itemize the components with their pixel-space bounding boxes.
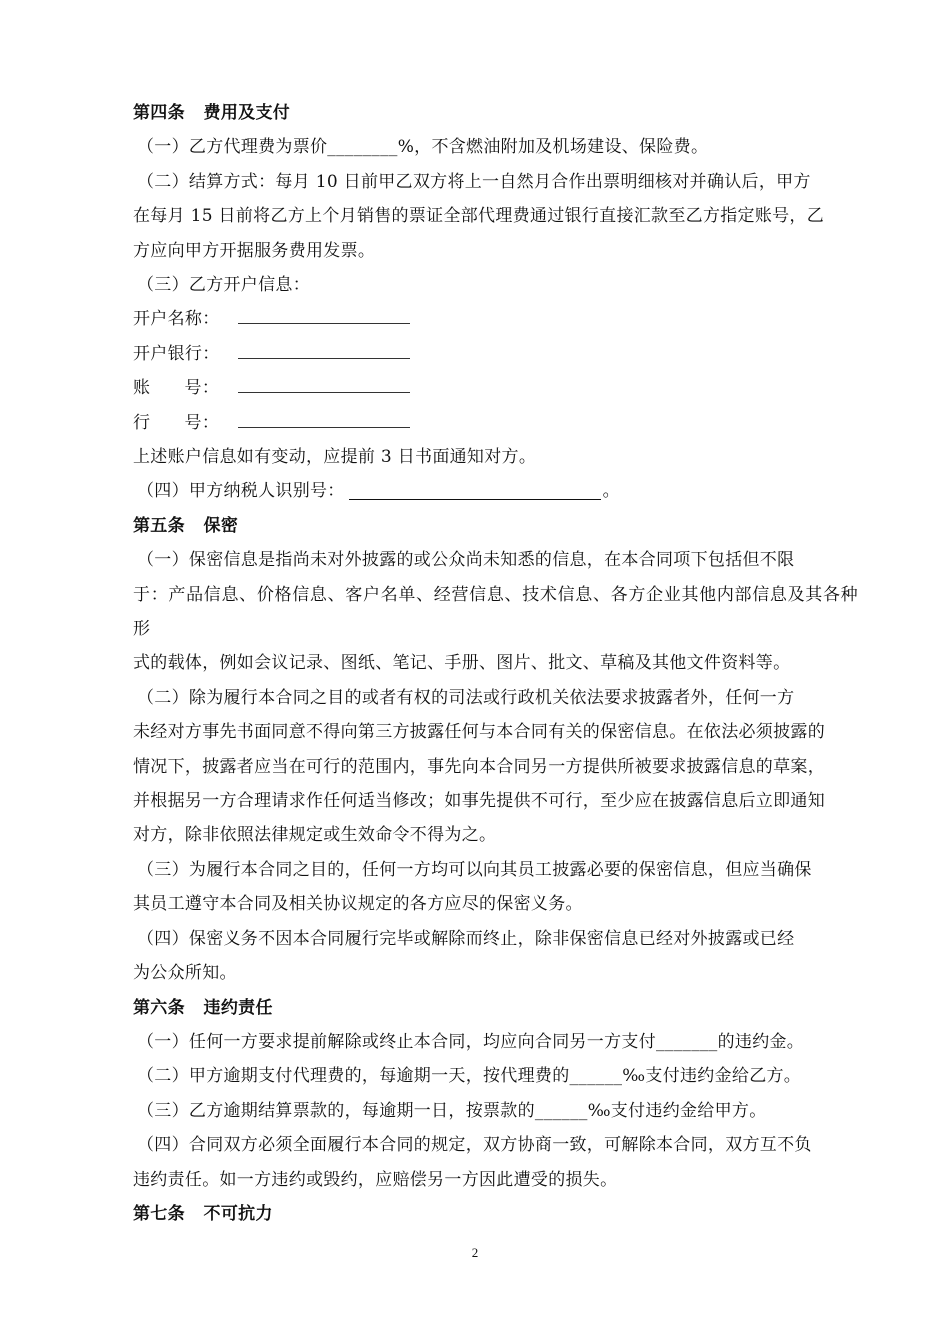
- account-change-notice: 上述账户信息如有变动，应提前 3 日书面通知对方。: [133, 447, 537, 467]
- section-4-heading: 第四条 费用及支付: [133, 103, 291, 123]
- section-6-clause-2: （二）甲方逾期支付代理费的，每逾期一天，按代理费的______‰支付违约金给乙方。: [137, 1066, 802, 1087]
- account-name-label: 开户名称：: [133, 309, 220, 330]
- section-5-clause-4-line-2: 为公众所知。: [133, 963, 237, 984]
- bank-code-row: [133, 406, 858, 440]
- section-4-clause-1: （一）乙方代理费为票价________%，不含燃油附加及机场建设、保险费。: [137, 137, 709, 158]
- account-number-row: [133, 371, 858, 405]
- section-4-clause-3: （三）乙方开户信息：: [137, 275, 310, 296]
- account-bank-label: 开户银行：: [133, 343, 220, 364]
- bank-code-label: 行 号：: [133, 412, 220, 433]
- taxpayer-id-end: 。: [602, 481, 620, 502]
- page-number: 2: [471, 1245, 479, 1260]
- section-6-clause-1: （一）任何一方要求提前解除或终止本合同，均应向合同另一方支付_______的违约金。: [137, 1031, 805, 1052]
- account-bank-row: [133, 337, 858, 371]
- taxpayer-id-label: （四）甲方纳税人识别号：: [137, 481, 345, 502]
- section-4-clause-2-line-3: 方应向甲方开据服务费用发票。: [133, 240, 376, 261]
- section-5-clause-1-line-2: 于：产品信息、价格信息、客户名单、经营信息、技术信息、各方企业其他内部信息及其各种形: [133, 584, 858, 640]
- account-number-label: 账 号：: [133, 378, 220, 399]
- section-6-clause-4-line-1: （四）合同双方必须全面履行本合同的规定，双方协商一致，可解除本合同，双方互不负: [137, 1135, 812, 1156]
- account-name-blank: [238, 307, 410, 324]
- section-5-clause-2-line-1: （二）除为履行本合同之目的或者有权的司法或行政机关依法要求披露者外，任何一方: [137, 687, 795, 708]
- section-5-clause-4-line-1: （四）保密义务不因本合同履行完毕或解除而终止，除非保密信息已经对外披露或已经: [137, 928, 795, 949]
- contract-body: [133, 96, 858, 1231]
- section-4-clause-2-line-1: （二）结算方式：每月 10 日前甲乙双方将上一自然月合作出票明细核对并确认后，甲方: [137, 171, 811, 192]
- section-5-clause-2-line-3: 情况下，披露者应当在可行的范围内，事先向本合同另一方提供所被要求披露信息的草案，: [133, 756, 825, 777]
- section-5-clause-2-line-5: 对方，除非依照法律规定或生效命令不得为之。: [133, 825, 497, 846]
- bank-code-blank: [238, 411, 410, 428]
- section-5-clause-3-line-2: 其员工遵守本合同及相关协议规定的各方应尽的保密义务。: [133, 894, 583, 915]
- taxpayer-id-row: [133, 474, 858, 508]
- section-6-heading: 第六条 违约责任: [133, 997, 273, 1018]
- section-5-clause-2-line-4: 并根据另一方合理请求作任何适当修改；如事先提供不可行，至少应在披露信息后立即通知: [133, 791, 825, 812]
- section-6-clause-4-line-2: 违约责任。如一方违约或毁约，应赔偿另一方因此遭受的损失。: [133, 1169, 618, 1190]
- section-7-heading: 第七条 不可抗力: [133, 1203, 273, 1224]
- section-5-clause-3-line-1: （三）为履行本合同之目的，任何一方均可以向其员工披露必要的保密信息，但应当确保: [137, 859, 812, 880]
- section-5-clause-1-line-1: （一）保密信息是指尚未对外披露的或公众尚未知悉的信息，在本合同项下包括但不限: [137, 550, 795, 571]
- section-5-clause-2-line-2: 未经对方事先书面同意不得向第三方披露任何与本合同有关的保密信息。在依法必须披露的: [133, 722, 825, 743]
- section-5-heading: 第五条 保密: [133, 515, 239, 536]
- section-6-clause-3: （三）乙方逾期结算票款的，每逾期一日，按票款的______‰支付违约金给甲方。: [137, 1100, 767, 1121]
- section-4-clause-2-line-2: 在每月 15 日前将乙方上个月销售的票证全部代理费通过银行直接汇款至乙方指定账号，乙: [133, 206, 825, 227]
- taxpayer-id-blank: [349, 483, 601, 500]
- account-number-blank: [238, 376, 410, 393]
- section-5-clause-1-line-3: 式的载体，例如会议记录、图纸、笔记、手册、图片、批文、草稿及其他文件资料等。: [133, 653, 791, 674]
- account-bank-blank: [238, 342, 410, 359]
- account-name-row: [133, 302, 858, 336]
